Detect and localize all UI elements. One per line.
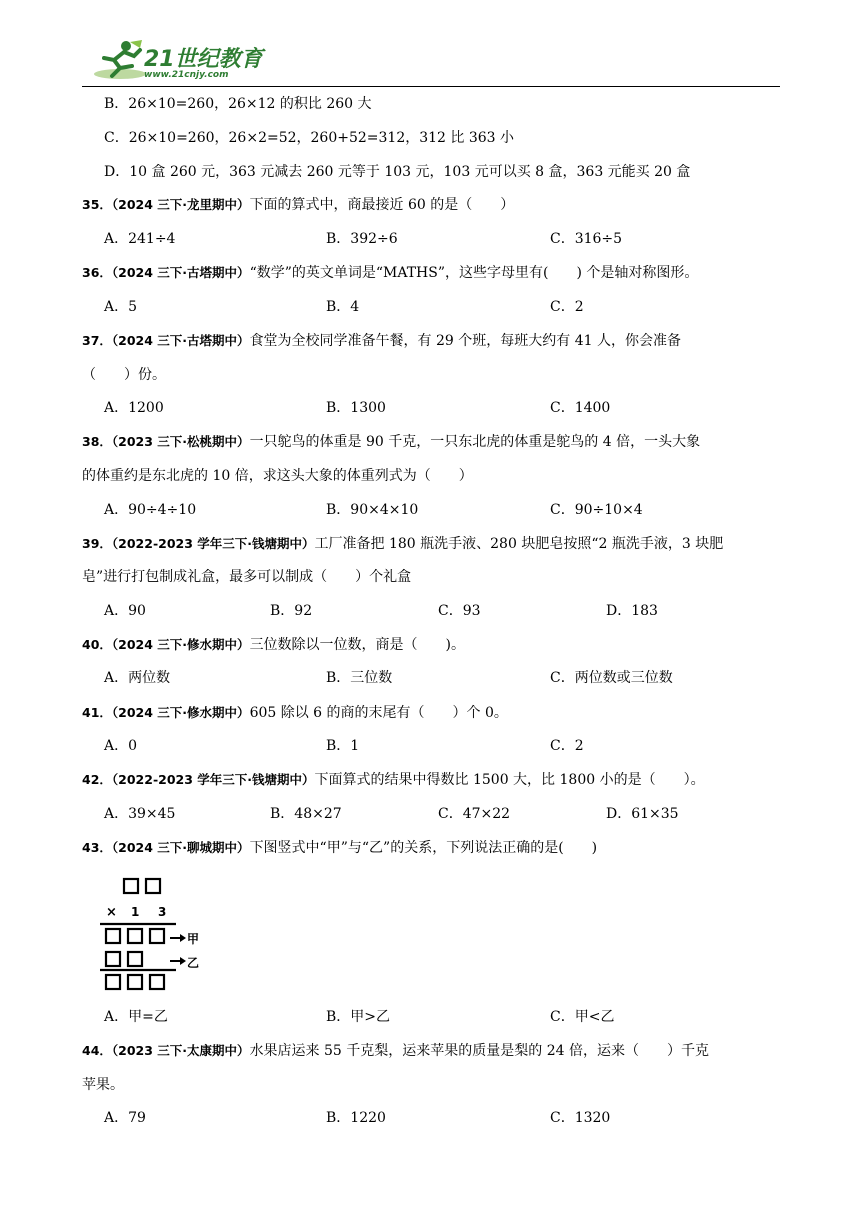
question-source: （2024 三下·龙里期中） bbox=[111, 197, 250, 212]
question-text: “数学”的英文单词是“MATHS”，这些字母里有( ) 个是轴对称图形。 bbox=[249, 265, 699, 281]
header-divider bbox=[82, 86, 780, 87]
option-c: C．甲<乙 bbox=[550, 1009, 615, 1025]
option-c: C．1320 bbox=[550, 1110, 611, 1126]
question-text: 水果店运来 55 千克梨，运来苹果的质量是梨的 24 倍，运来（ ）千克 bbox=[249, 1043, 709, 1059]
option-b: B．1220 bbox=[326, 1110, 386, 1126]
question-number: 36． bbox=[82, 265, 112, 280]
option-a: A．90÷4÷10 bbox=[104, 502, 197, 518]
multiplier-digit: 1 bbox=[131, 905, 140, 919]
question-source: （2024 三下·修水期中） bbox=[111, 637, 250, 652]
question-number: 37． bbox=[82, 333, 112, 348]
question-44 bbox=[82, 1041, 709, 1061]
option-b: B．甲>乙 bbox=[326, 1009, 391, 1025]
question-38 bbox=[82, 432, 700, 452]
option-a: A．79 bbox=[104, 1110, 146, 1126]
label-yi: 乙 bbox=[187, 956, 200, 970]
question-number: 39． bbox=[82, 536, 112, 551]
digit-box bbox=[146, 879, 160, 893]
question-43 bbox=[82, 838, 597, 858]
question-text: 下面的算式中，商最接近 60 的是（ ） bbox=[249, 197, 515, 213]
question-text-continued: （ ）份。 bbox=[82, 367, 166, 383]
question-35 bbox=[82, 195, 514, 215]
question-text: 下图竖式中“甲”与“乙”的关系，下列说法正确的是( ) bbox=[249, 840, 598, 856]
multiply-sign: × bbox=[106, 905, 117, 920]
option-c: C．2 bbox=[550, 738, 584, 754]
question-number: 43． bbox=[82, 840, 112, 855]
question-number: 42． bbox=[82, 772, 112, 787]
option-c: C．两位数或三位数 bbox=[550, 670, 673, 686]
option-a: A．甲=乙 bbox=[104, 1009, 168, 1025]
option-a: A．39×45 bbox=[104, 806, 176, 822]
question-37 bbox=[82, 331, 681, 351]
question-text: 一只鸵鸟的体重是 90 千克，一只东北虎的体重是鸵鸟的 4 倍，一头大象 bbox=[249, 434, 701, 450]
prev-option-c: C．26×10=260，26×2=52，260+52=312，312 比 363 小 bbox=[104, 130, 515, 146]
question-text: 605 除以 6 的商的末尾有（ ）个 0。 bbox=[249, 705, 508, 721]
question-40 bbox=[82, 635, 465, 655]
digit-box bbox=[106, 952, 120, 966]
option-c: C．47×22 bbox=[438, 806, 511, 822]
multiplier-digit: 3 bbox=[158, 905, 167, 919]
page-header bbox=[82, 34, 780, 88]
option-b: B．92 bbox=[270, 603, 313, 619]
question-number: 44． bbox=[82, 1043, 112, 1058]
option-c: C．316÷5 bbox=[550, 231, 623, 247]
question-number: 38． bbox=[82, 434, 112, 449]
question-number: 35． bbox=[82, 197, 112, 212]
option-b: B．1 bbox=[326, 738, 360, 754]
option-b: B．90×4×10 bbox=[326, 502, 419, 518]
option-c: C．2 bbox=[550, 299, 584, 315]
digit-box bbox=[106, 975, 120, 989]
question-source: （2023 三下·太康期中） bbox=[111, 1043, 250, 1058]
question-source: （2024 三下·修水期中） bbox=[111, 705, 250, 720]
option-c: C．1400 bbox=[550, 400, 611, 416]
question-source: （2022-2023 学年三下·钱塘期中） bbox=[111, 772, 315, 787]
digit-box bbox=[128, 975, 142, 989]
question-text: 三位数除以一位数，商是（ )。 bbox=[249, 637, 466, 653]
digit-box bbox=[150, 929, 164, 943]
logo-url: www.21cnjy.com bbox=[144, 70, 229, 80]
option-a: A．0 bbox=[104, 738, 138, 754]
question-41 bbox=[82, 703, 508, 723]
question-text: 工厂准备把 180 瓶洗手液、280 块肥皂按照“2 瓶洗手液，3 块肥 bbox=[314, 536, 724, 552]
option-c: C．90÷10×4 bbox=[550, 502, 643, 518]
option-d: D．61×35 bbox=[606, 806, 679, 822]
option-a: A．90 bbox=[104, 603, 146, 619]
question-number: 40． bbox=[82, 637, 112, 652]
runner-logo-icon bbox=[90, 38, 150, 82]
digit-box bbox=[150, 975, 164, 989]
option-b: B．48×27 bbox=[270, 806, 342, 822]
option-c: C．93 bbox=[438, 603, 481, 619]
question-text: 食堂为全校同学准备午餐，有 29 个班，每班大约有 41 人，你会准备 bbox=[249, 333, 681, 349]
logo-wordmark: 21世纪教育 bbox=[144, 47, 263, 72]
question-source: （2023 三下·松桃期中） bbox=[111, 434, 250, 449]
label-jia: 甲 bbox=[187, 932, 200, 946]
option-a: A．5 bbox=[104, 299, 138, 315]
question-number: 41． bbox=[82, 705, 112, 720]
digit-box bbox=[128, 952, 142, 966]
question-source: （2024 三下·古塔期中） bbox=[111, 265, 250, 280]
question-text-continued: 苹果。 bbox=[82, 1077, 124, 1093]
question-text-continued: 的体重约是东北虎的 10 倍，求这头大象的体重列式为（ ） bbox=[82, 468, 473, 484]
option-a: A．1200 bbox=[104, 400, 164, 416]
question-42 bbox=[82, 770, 705, 790]
question-text: 下面算式的结果中得数比 1500 大，比 1800 小的是（ ）。 bbox=[314, 772, 705, 788]
option-a: A．两位数 bbox=[104, 670, 171, 686]
question-source: （2024 三下·古塔期中） bbox=[111, 333, 250, 348]
digit-box bbox=[128, 929, 142, 943]
option-a: A．241÷4 bbox=[104, 231, 176, 247]
prev-option-d: D．10 盒 260 元，363 元减去 260 元等于 103 元，103 元可以买 8 盒，363 元能买 20 盒 bbox=[104, 164, 691, 180]
question-source: （2024 三下·聊城期中） bbox=[111, 840, 250, 855]
question-39 bbox=[82, 534, 723, 554]
digit-box bbox=[124, 879, 138, 893]
option-b: B．392÷6 bbox=[326, 231, 398, 247]
option-b: B．4 bbox=[326, 299, 360, 315]
question-source: （2022-2023 学年三下·钱塘期中） bbox=[111, 536, 315, 551]
digit-box bbox=[106, 929, 120, 943]
vertical-multiplication-figure bbox=[98, 876, 218, 994]
option-b: B．1300 bbox=[326, 400, 386, 416]
prev-option-b: B．26×10=260，26×12 的积比 260 大 bbox=[104, 96, 372, 112]
question-text-continued: 皂”进行打包制成礼盒，最多可以制成（ ）个礼盒 bbox=[82, 569, 412, 585]
question-36 bbox=[82, 263, 698, 283]
option-b: B．三位数 bbox=[326, 670, 393, 686]
option-d: D．183 bbox=[606, 603, 658, 619]
